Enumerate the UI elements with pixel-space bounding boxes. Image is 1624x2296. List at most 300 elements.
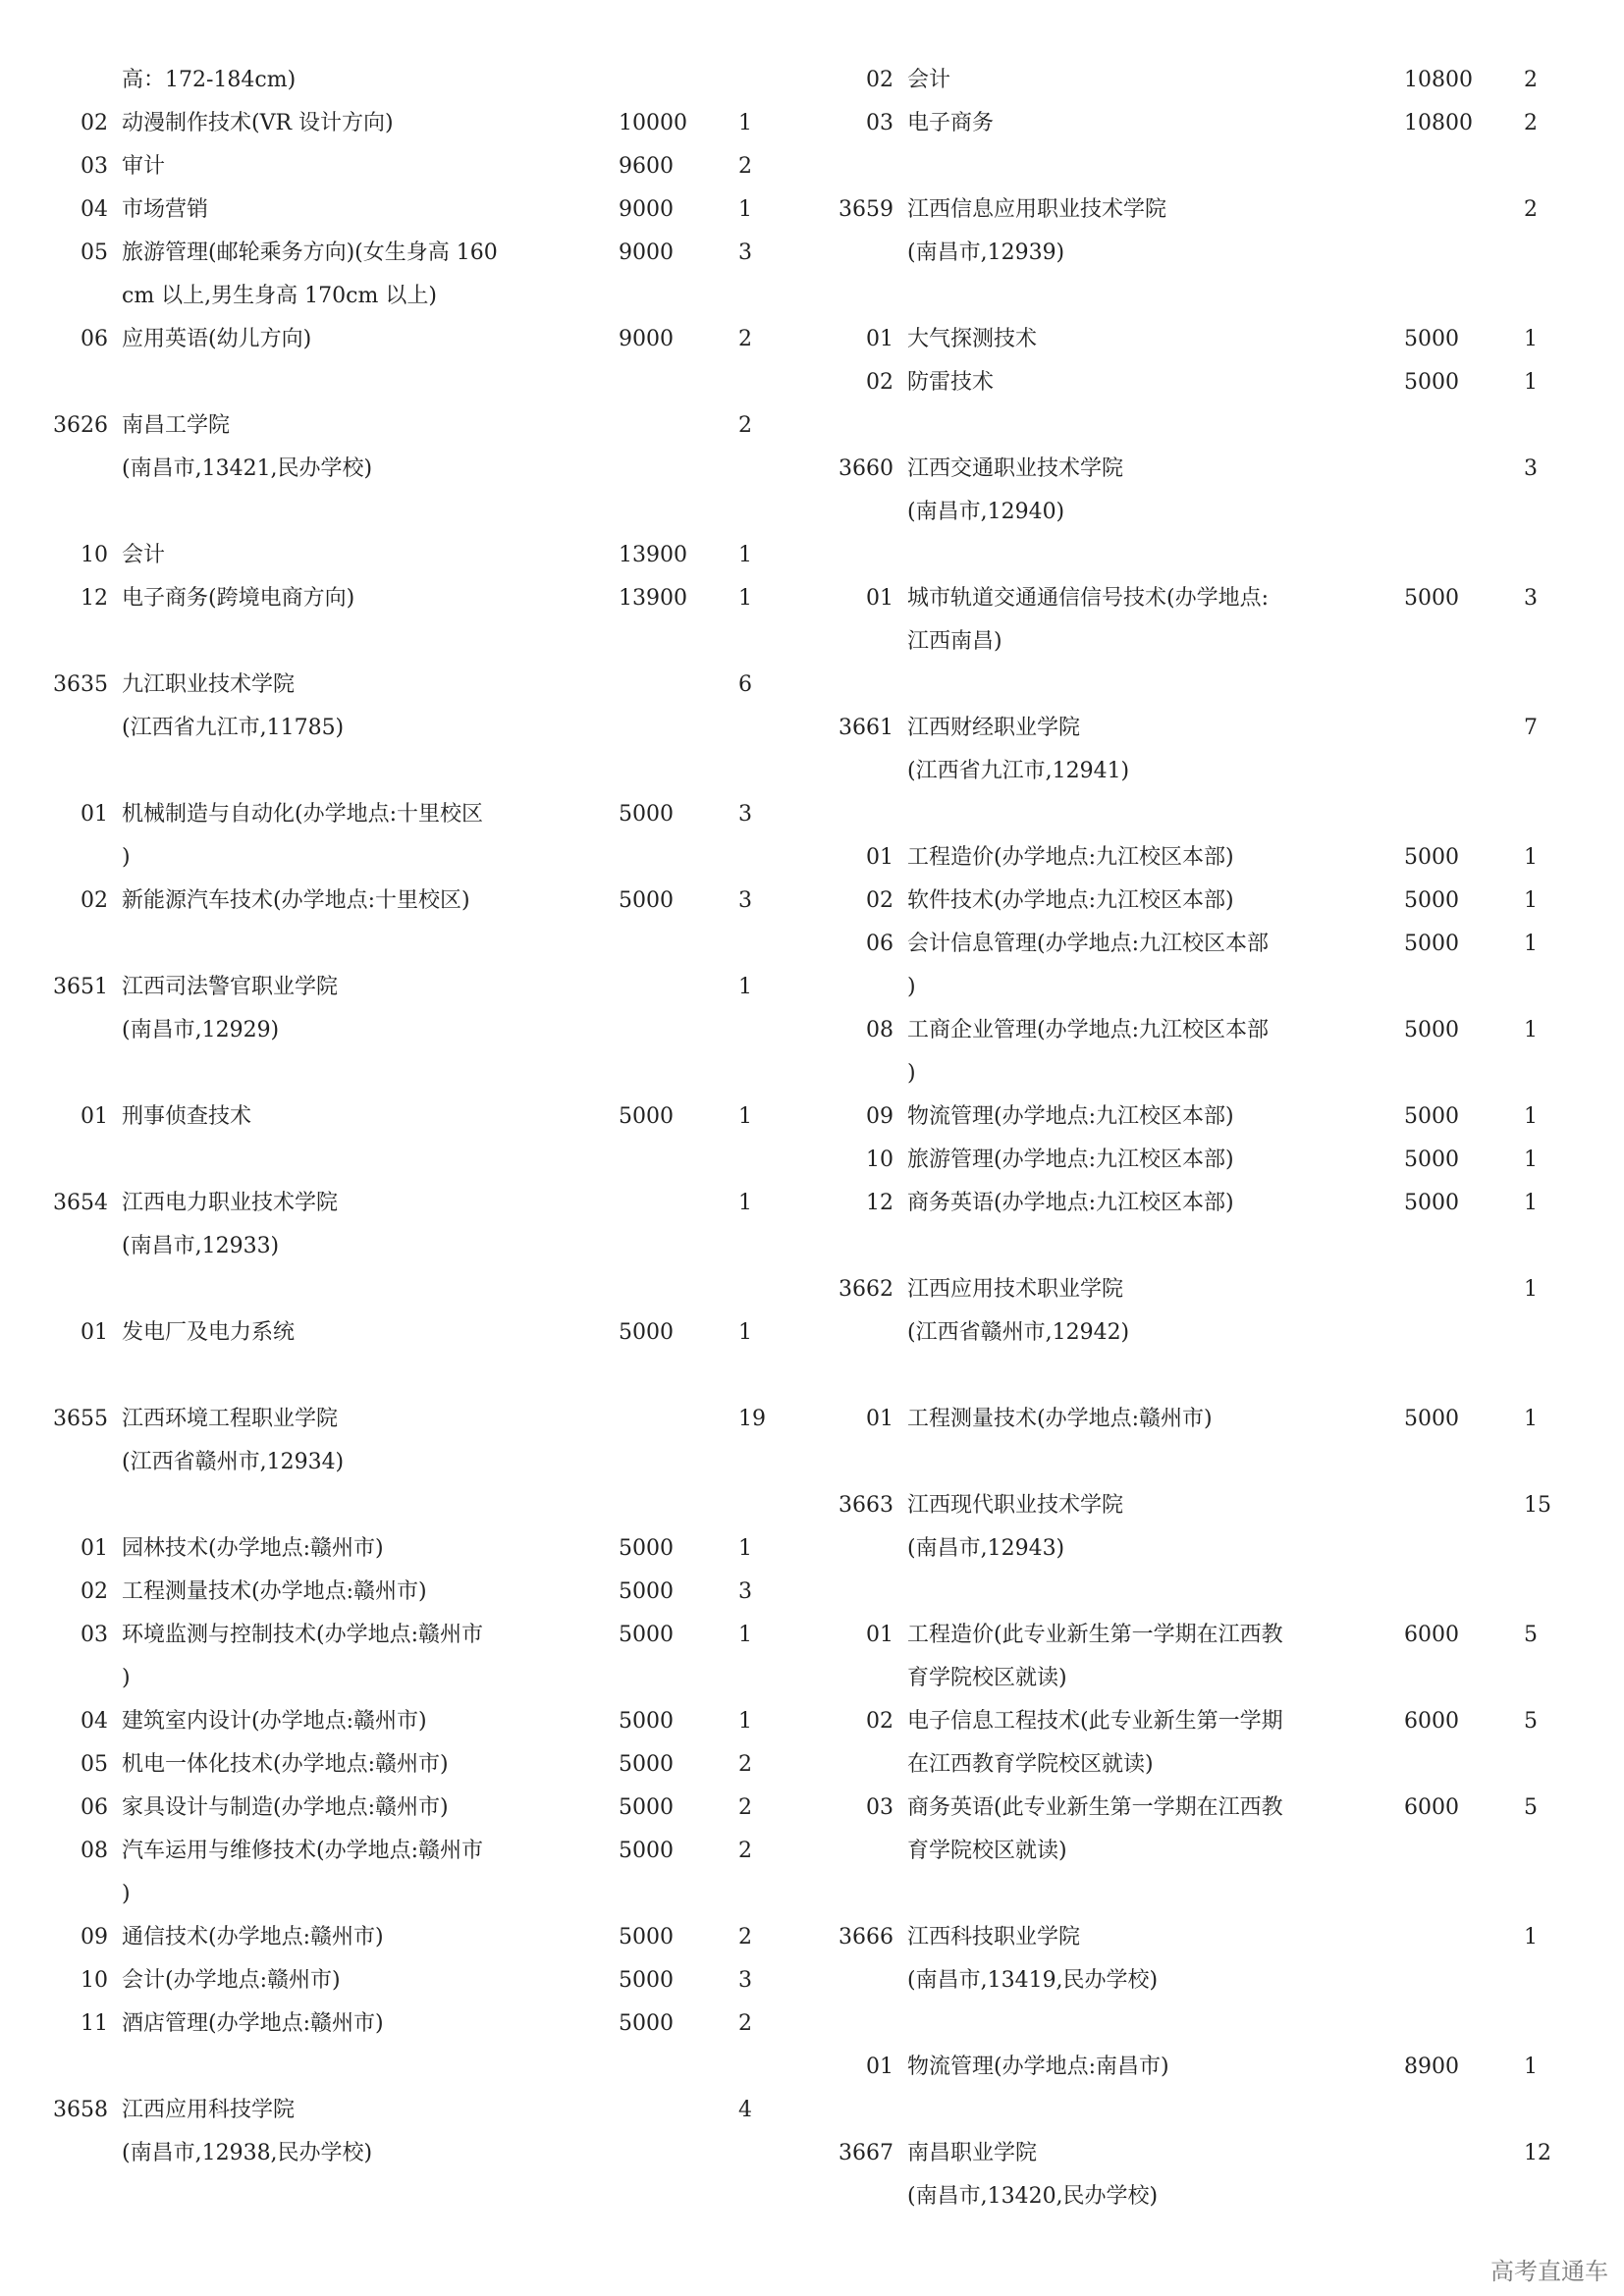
tuition-fee: 5000 [1404,1191,1459,1215]
tuition-fee: 5000 [1404,1018,1459,1042]
major-code: 02 [866,888,893,913]
continuation-row [39,707,785,750]
major-row [825,1700,1571,1743]
major-row [825,1009,1571,1052]
major-row [39,1959,785,2002]
major-code: 05 [81,240,108,265]
tuition-fee: 5000 [1404,1148,1459,1172]
tuition-fee: 5000 [619,1968,674,1993]
spacer [39,1139,785,1182]
plan-count: 12 [1524,2141,1551,2165]
major-name: 物流管理(办学地点:九江校区本部) [907,1104,1234,1129]
left-column [39,59,785,2175]
school-row [825,2132,1571,2175]
spacer [39,1484,785,1527]
major-name: 汽车运用与维修技术(办学地点:赣州市 [122,1839,483,1863]
major-name: 会计 [907,68,951,92]
continuation-text: (南昌市,12938,民办学校) [122,2141,373,2165]
major-row [39,145,785,188]
plan-count: 1 [1524,1191,1538,1215]
major-code: 01 [81,1536,108,1561]
school-code: 3662 [839,1277,893,1302]
major-name: 工程造价(此专业新生第一学期在江西教 [907,1623,1283,1647]
major-row [825,102,1571,145]
continuation-row [825,620,1571,664]
major-code: 01 [866,845,893,870]
plan-count: 3 [1524,586,1538,611]
major-code: 02 [81,1579,108,1604]
tuition-fee: 9000 [619,197,674,222]
plan-count: 1 [1524,1277,1538,1302]
major-row [825,2046,1571,2089]
continuation-row [825,1311,1571,1355]
tuition-fee: 5000 [619,2011,674,2036]
school-code: 3654 [53,1191,108,1215]
plan-count: 2 [738,1752,752,1777]
continuation-text: (南昌市,13420,民办学校) [907,2184,1159,2209]
plan-count: 1 [1524,1104,1538,1129]
continuation-row [825,966,1571,1009]
spacer [825,534,1571,577]
school-code: 3655 [53,1407,108,1431]
tuition-fee: 10800 [1404,111,1473,135]
plan-count: 2 [738,2011,752,2036]
tuition-fee: 9000 [619,327,674,351]
school-name: 九江职业技术学院 [122,672,296,697]
tuition-fee: 5000 [1404,888,1459,913]
tuition-fee: 6000 [1404,1623,1459,1647]
major-code: 02 [81,111,108,135]
continuation-text: ) [122,845,131,870]
spacer [825,2089,1571,2132]
school-name: 江西科技职业学院 [907,1925,1081,1949]
major-name: 会计 [122,543,166,567]
major-row [825,318,1571,361]
major-name: 防雷技术 [907,370,995,395]
major-name: 机电一体化技术(办学地点:赣州市) [122,1752,449,1777]
plan-count: 1 [738,543,752,567]
major-code: 02 [866,370,893,395]
plan-count: 3 [738,1579,752,1604]
major-row [39,880,785,923]
school-row [39,664,785,707]
spacer [825,404,1571,448]
major-name: 物流管理(办学地点:南昌市) [907,2055,1169,2079]
spacer [825,1355,1571,1398]
plan-count: 6 [738,672,752,697]
spacer [39,1268,785,1311]
tuition-fee: 6000 [1404,1795,1459,1820]
plan-count: 1 [738,1320,752,1345]
spacer [39,923,785,966]
major-name: 电子商务(跨境电商方向) [122,586,355,611]
continuation-row [825,1527,1571,1571]
spacer [825,1441,1571,1484]
spacer [825,275,1571,318]
school-code: 3659 [839,197,893,222]
plan-count: 2 [738,1795,752,1820]
major-name: 市场营销 [122,197,209,222]
major-row [39,1095,785,1139]
major-code: 08 [866,1018,893,1042]
continuation-text: 江西南昌) [907,629,1002,654]
continuation-text: (江西省赣州市,12934) [122,1450,345,1474]
plan-count: 5 [1524,1623,1538,1647]
major-row [39,534,785,577]
plan-count: 1 [1524,327,1538,351]
plan-count: 3 [738,1968,752,1993]
continuation-row [39,1873,785,1916]
continuation-text: (江西省九江市,11785) [122,716,345,740]
major-code: 08 [81,1839,108,1863]
continuation-text: (江西省赣州市,12942) [907,1320,1130,1345]
major-row [39,1700,785,1743]
spacer [39,491,785,534]
continuation-text: 高：172-184cm) [122,68,297,92]
major-name: 电子商务 [907,111,995,135]
tuition-fee: 5000 [1404,932,1459,956]
spacer [39,1355,785,1398]
continuation-row [39,59,785,102]
school-row [39,2089,785,2132]
continuation-text: cm 以上,男生身高 170cm 以上) [122,284,437,308]
watermark: 高考直通车 [1490,2258,1608,2285]
major-name: 动漫制作技术(VR 设计方向) [122,111,394,135]
major-code: 03 [81,154,108,179]
major-row [825,577,1571,620]
tuition-fee: 5000 [1404,1407,1459,1431]
spacer [39,750,785,793]
tuition-fee: 5000 [619,888,674,913]
major-code: 10 [81,1968,108,1993]
plan-count: 2 [738,327,752,351]
major-name: 工程测量技术(办学地点:赣州市) [122,1579,427,1604]
continuation-text: (南昌市,12933) [122,1234,280,1258]
major-name: 城市轨道交通通信信号技术(办学地点: [907,586,1269,611]
major-code: 12 [866,1191,893,1215]
continuation-text: (南昌市,13419,民办学校) [907,1968,1159,1993]
tuition-fee: 8900 [1404,2055,1459,2079]
right-column [825,59,1571,2218]
major-code: 09 [866,1104,893,1129]
tuition-fee: 5000 [619,1579,674,1604]
major-name: 园林技术(办学地点:赣州市) [122,1536,384,1561]
school-row [825,448,1571,491]
continuation-text: 育学院校区就读) [907,1839,1067,1863]
continuation-text: 育学院校区就读) [907,1666,1067,1690]
major-code: 03 [81,1623,108,1647]
school-row [39,404,785,448]
school-name: 江西交通职业技术学院 [907,456,1124,481]
plan-count: 4 [738,2098,752,2122]
major-name: 家具设计与制造(办学地点:赣州市) [122,1795,449,1820]
tuition-fee: 5000 [619,1925,674,1949]
school-name: 江西财经职业学院 [907,716,1081,740]
spacer [39,620,785,664]
continuation-text: (江西省九江市,12941) [907,759,1130,783]
plan-count: 1 [738,1191,752,1215]
continuation-row [825,2175,1571,2218]
tuition-fee: 5000 [619,1536,674,1561]
spacer [39,361,785,404]
major-code: 05 [81,1752,108,1777]
major-code: 10 [81,543,108,567]
major-name: 刑事侦查技术 [122,1104,252,1129]
continuation-text: (南昌市,12943) [907,1536,1065,1561]
continuation-row [825,1052,1571,1095]
plan-count: 1 [1524,1148,1538,1172]
plan-count: 1 [1524,888,1538,913]
major-row [825,1787,1571,1830]
plan-count: 1 [1524,1018,1538,1042]
school-code: 3658 [53,2098,108,2122]
plan-count: 1 [1524,932,1538,956]
major-name: 新能源汽车技术(办学地点:十里校区) [122,888,470,913]
plan-count: 7 [1524,716,1538,740]
major-row [39,1916,785,1959]
continuation-row [39,1441,785,1484]
tuition-fee: 9600 [619,154,674,179]
major-name: 旅游管理(邮轮乘务方向)(女生身高 160 [122,240,498,265]
major-name: 旅游管理(办学地点:九江校区本部) [907,1148,1234,1172]
major-code: 06 [81,327,108,351]
major-code: 04 [81,1709,108,1734]
major-code: 04 [81,197,108,222]
plan-count: 3 [738,888,752,913]
plan-count: 1 [1524,1407,1538,1431]
major-name: 工程测量技术(办学地点:赣州市) [907,1407,1213,1431]
spacer [39,1052,785,1095]
major-code: 10 [866,1148,893,1172]
tuition-fee: 13900 [619,586,687,611]
major-code: 01 [866,2055,893,2079]
plan-count: 3 [738,240,752,265]
major-row [39,1830,785,1873]
tuition-fee: 5000 [619,1795,674,1820]
school-row [825,707,1571,750]
continuation-row [39,448,785,491]
continuation-row [825,1657,1571,1700]
school-code: 3660 [839,456,893,481]
major-name: 机械制造与自动化(办学地点:十里校区 [122,802,483,827]
plan-count: 2 [738,1839,752,1863]
major-name: 应用英语(幼儿方向) [122,327,312,351]
school-row [39,966,785,1009]
school-name: 江西应用技术职业学院 [907,1277,1124,1302]
major-name: 会计(办学地点:赣州市) [122,1968,341,1993]
continuation-text: (南昌市,12929) [122,1018,280,1042]
major-row [825,59,1571,102]
school-name: 南昌职业学院 [907,2141,1038,2165]
major-code: 01 [866,586,893,611]
major-code: 01 [866,1407,893,1431]
continuation-text: (南昌市,13421,民办学校) [122,456,373,481]
tuition-fee: 5000 [619,1320,674,1345]
major-row [825,880,1571,923]
major-code: 01 [866,327,893,351]
continuation-row [825,491,1571,534]
major-code: 02 [866,68,893,92]
tuition-fee: 5000 [619,802,674,827]
plan-count: 1 [1524,370,1538,395]
school-name: 江西司法警官职业学院 [122,975,339,999]
major-name: 软件技术(办学地点:九江校区本部) [907,888,1234,913]
major-row [39,232,785,275]
tuition-fee: 5000 [619,1709,674,1734]
spacer [825,2002,1571,2046]
spacer [825,145,1571,188]
spacer [825,1873,1571,1916]
school-code: 3635 [53,672,108,697]
major-code: 01 [81,1104,108,1129]
continuation-row [39,1225,785,1268]
major-name: 环境监测与控制技术(办学地点:赣州市 [122,1623,483,1647]
plan-count: 1 [1524,1925,1538,1949]
major-row [39,102,785,145]
plan-count: 3 [738,802,752,827]
school-name: 江西环境工程职业学院 [122,1407,339,1431]
major-name: 发电厂及电力系统 [122,1320,296,1345]
tuition-fee: 9000 [619,240,674,265]
major-row [825,361,1571,404]
plan-count: 1 [738,197,752,222]
major-row [39,793,785,836]
plan-count: 1 [738,1104,752,1129]
major-name: 工程造价(办学地点:九江校区本部) [907,845,1234,870]
tuition-fee: 5000 [1404,845,1459,870]
major-name: 通信技术(办学地点:赣州市) [122,1925,384,1949]
plan-count: 2 [738,413,752,438]
major-name: 商务英语(此专业新生第一学期在江西教 [907,1795,1283,1820]
plan-count: 3 [1524,456,1538,481]
plan-count: 2 [1524,197,1538,222]
major-row [39,1527,785,1571]
plan-count: 19 [738,1407,766,1431]
major-code: 03 [866,1795,893,1820]
spacer [39,2046,785,2089]
major-row [39,577,785,620]
plan-count: 1 [1524,2055,1538,2079]
major-row [39,1743,785,1787]
major-row [825,1095,1571,1139]
continuation-text: 在江西教育学院校区就读) [907,1752,1154,1777]
school-name: 江西现代职业技术学院 [907,1493,1124,1518]
major-name: 会计信息管理(办学地点:九江校区本部 [907,932,1269,956]
plan-count: 5 [1524,1795,1538,1820]
school-row [825,1484,1571,1527]
school-name: 江西信息应用职业技术学院 [907,197,1167,222]
major-row [39,1311,785,1355]
continuation-text: (南昌市,12940) [907,500,1065,524]
continuation-row [39,1657,785,1700]
plan-count: 2 [1524,111,1538,135]
continuation-row [825,232,1571,275]
continuation-row [39,836,785,880]
spacer [825,1225,1571,1268]
major-name: 酒店管理(办学地点:赣州市) [122,2011,384,2036]
continuation-text: ) [122,1882,131,1906]
plan-count: 15 [1524,1493,1551,1518]
school-code: 3626 [53,413,108,438]
continuation-row [825,1830,1571,1873]
major-row [39,188,785,232]
plan-count: 1 [738,111,752,135]
plan-count: 2 [738,154,752,179]
major-row [825,1398,1571,1441]
school-row [825,1916,1571,1959]
tuition-fee: 5000 [1404,370,1459,395]
major-code: 06 [81,1795,108,1820]
major-code: 12 [81,586,108,611]
plan-count: 1 [738,975,752,999]
major-code: 01 [866,1623,893,1647]
major-name: 大气探测技术 [907,327,1038,351]
tuition-fee: 5000 [1404,1104,1459,1129]
tuition-fee: 6000 [1404,1709,1459,1734]
major-name: 工商企业管理(办学地点:九江校区本部 [907,1018,1269,1042]
tuition-fee: 13900 [619,543,687,567]
school-code: 3667 [839,2141,893,2165]
school-code: 3666 [839,1925,893,1949]
plan-count: 1 [738,586,752,611]
major-row [825,1614,1571,1657]
plan-count: 5 [1524,1709,1538,1734]
major-row [39,1571,785,1614]
spacer [825,793,1571,836]
major-row [39,318,785,361]
school-row [825,188,1571,232]
tuition-fee: 10800 [1404,68,1473,92]
major-code: 01 [81,802,108,827]
plan-count: 1 [738,1623,752,1647]
major-code: 02 [866,1709,893,1734]
school-name: 江西应用科技学院 [122,2098,296,2122]
plan-count: 2 [738,1925,752,1949]
major-row [825,1182,1571,1225]
continuation-text: ) [122,1666,131,1690]
spacer [825,664,1571,707]
major-code: 01 [81,1320,108,1345]
tuition-fee: 5000 [619,1104,674,1129]
tuition-fee: 5000 [619,1623,674,1647]
tuition-fee: 5000 [619,1752,674,1777]
major-row [825,836,1571,880]
school-code: 3661 [839,716,893,740]
continuation-row [39,1009,785,1052]
continuation-row [39,2132,785,2175]
continuation-text: ) [907,1061,916,1086]
school-name: 南昌工学院 [122,413,231,438]
tuition-fee: 5000 [619,1839,674,1863]
major-row [39,1787,785,1830]
tuition-fee: 5000 [1404,586,1459,611]
major-name: 商务英语(办学地点:九江校区本部) [907,1191,1234,1215]
plan-count: 2 [1524,68,1538,92]
major-row [39,2002,785,2046]
plan-count: 1 [738,1536,752,1561]
continuation-row [39,275,785,318]
school-row [825,1268,1571,1311]
tuition-fee: 5000 [1404,327,1459,351]
continuation-row [825,1743,1571,1787]
major-code: 03 [866,111,893,135]
plan-count: 1 [738,1709,752,1734]
major-row [825,1139,1571,1182]
major-code: 02 [81,888,108,913]
major-code: 06 [866,932,893,956]
continuation-text: (南昌市,12939) [907,240,1065,265]
continuation-row [825,1959,1571,2002]
